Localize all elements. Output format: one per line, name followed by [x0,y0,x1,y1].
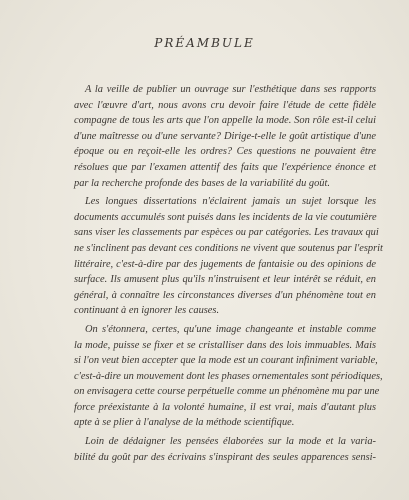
text-line: documents accumulés sont puisés dans les incidents de la vie coutumière [74,211,377,223]
text-line: époque ou en reçoit-elle les ordres? Ces questions ne pouvaient être [74,146,376,158]
text-line: continuant à en ignorer les causes. [74,305,220,317]
paragraph-4 [74,434,376,465]
text-line: force préexistante à la volonté humaine, il est vrai, mais d'autant plus [74,401,376,413]
text-line: bilité du goût par des écrivains s'inspirant des seules apparences sensi- [74,451,376,463]
body-text [74,82,383,468]
paragraph-2 [74,194,383,319]
text-line: la mode, puisse se fixer et se cristalliser dans des lois immuables. Mais [74,339,376,351]
text-line: littéraire, c'est-à-dire par des jugements de fantaisie ou des opinions de [74,258,376,270]
paragraph-1 [74,82,376,191]
text-line: sans viser les classements par espèces ou par catégories. Les travaux qui [74,227,379,239]
text-line: général, à connaître les circonstances diverses d'un phénomène tout en [74,289,376,301]
text-line: surface. Ils amusent plus qu'ils n'instruisent et leur intérêt se réduit, en [74,274,376,286]
text-line: avec l'œuvre d'art, nous avons cru devoir faire l'étude de cette fidèle [74,99,376,111]
text-line: d'une maîtresse ou d'une servante? Dirige-t-elle le goût artistique d'une [74,130,376,142]
text-line: apte à se plier à l'analyse de la méthode scientifique. [74,417,295,429]
text-line: c'est-à-dire un mouvement dont les phases ornementales sont périodiques, [74,370,383,382]
text-line: Les longues dissertations n'éclairent jamais un sujet lorsque les [85,196,376,208]
text-line: par la recherche profonde des bases de la variabilité du goût. [74,177,330,189]
text-line: A la veille de publier un ouvrage sur l'esthétique dans ses rapports [85,84,376,95]
text-line: résolues que par l'examen attentif des faits que l'expérience énonce et [74,161,376,173]
text-line: si l'on veut bien accepter que la mode est un courant infiniment variable, [74,355,378,367]
text-line: on envisagera cette course perpétuelle comme un phénomène mu par une [74,386,380,398]
text-line: On s'étonnera, certes, qu'une image changeante et instable comme [85,323,376,335]
paragraph-3 [74,322,383,431]
text-line: Loin de dédaigner les pensées élaborées sur la mode et la varia- [85,436,376,448]
text-line: ne s'inclinent pas devant ces conditions ne vivent que soutenus par l'esprit [74,242,383,254]
text-line: compagne de tous les arts que l'on appelle la mode. Son rôle est-il celui [74,115,376,127]
page-title: PRÉAMBULE [154,36,255,50]
